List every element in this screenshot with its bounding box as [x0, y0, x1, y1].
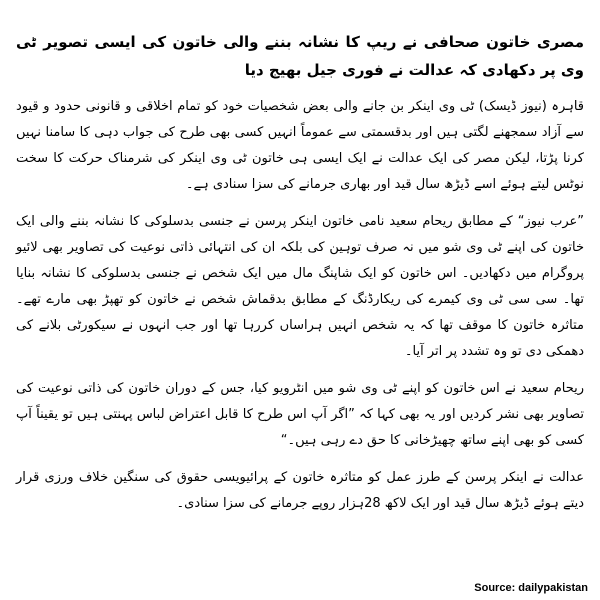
article-paragraph: عدالت نے اینکر پرسن کے طرز عمل کو متاثرہ خاتون کے پرائیویسی حقوق کی سنگین خلاف ورزی قرار دیتے ہوئے ڈیڑھ سال قید اور ایک لاکھ 28ہزار روپے جرمانے کی سزا سنادی۔ [16, 470, 584, 511]
article-paragraph: قاہرہ (نیوز ڈیسک) ٹی وی اینکر بن جانے والی بعض شخصیات خود کو تمام اخلاقی و قانونی حدود و قیود سے آزاد سمجھنے لگتی ہیں اور بدقسمتی سے عموماً انہیں کسی بھی طرح کی جواب دہی کا سامنا نہیں کرنا پڑتا، لیکن مصر کی ایک عدالت نے ایک ایسی ہی خاتون ٹی وی اینکر کی شرمناک حرکت کا سخت نوٹس لیتے ہوئے اسے ڈیڑھ سال قید اور بھاری جرمانے کی سزا سنادی ہے۔ [16, 99, 584, 192]
article-paragraph: ”عرب نیوز“ کے مطابق ریحام سعید نامی خاتون اینکر پرسن نے جنسی بدسلوکی کا نشانہ بننے والی ایک خاتون کی اپنے ٹی وی شو میں نہ صرف توہین کی بلکہ ان کی انتہائی ذاتی نوعیت کی تصاویر بھی لائیو پروگرام میں دکھادیں۔ اس خاتون کو ایک شاپنگ مال میں ایک شخص نے جنسی بدسلوکی کا نشانہ بنایا تھا۔ سی سی ٹی وی کیمرے کی ریکارڈنگ کے مطابق بدقماش شخص نے خاتون کو تھپڑ بھی مارے تھے۔ متاثرہ خاتون کا موقف تھا کہ یہ شخص انہیں ہراساں کررہا تھا اور جب انہوں نے سیکورٹی بلانے کی دھمکی دی تو وہ تشدد پر اتر آیا۔ [16, 214, 584, 359]
article-paragraph: ریحام سعید نے اس خاتون کو اپنے ٹی وی شو میں انٹرویو کیا، جس کے دوران خاتون کی ذاتی نوعیت کی تصاویر بھی نشر کردیں اور یہ بھی کہا کہ ”اگر آپ اس طرح کا قابل اعتراض لباس پہنتی ہیں تو یقیناً آپ کسی کو بھی اپنے ساتھ چھیڑخانی کا حق دے رہی ہیں۔“ [16, 381, 584, 448]
source-credit: Source: dailypakistan [474, 582, 588, 594]
article-title: مصری خاتون صحافی نے ریپ کا نشانہ بننے والی خاتون کی ایسی تصویر ٹی وی پر دکھادی کہ عدالت نے فوری جیل بھیج دیا [16, 33, 584, 79]
